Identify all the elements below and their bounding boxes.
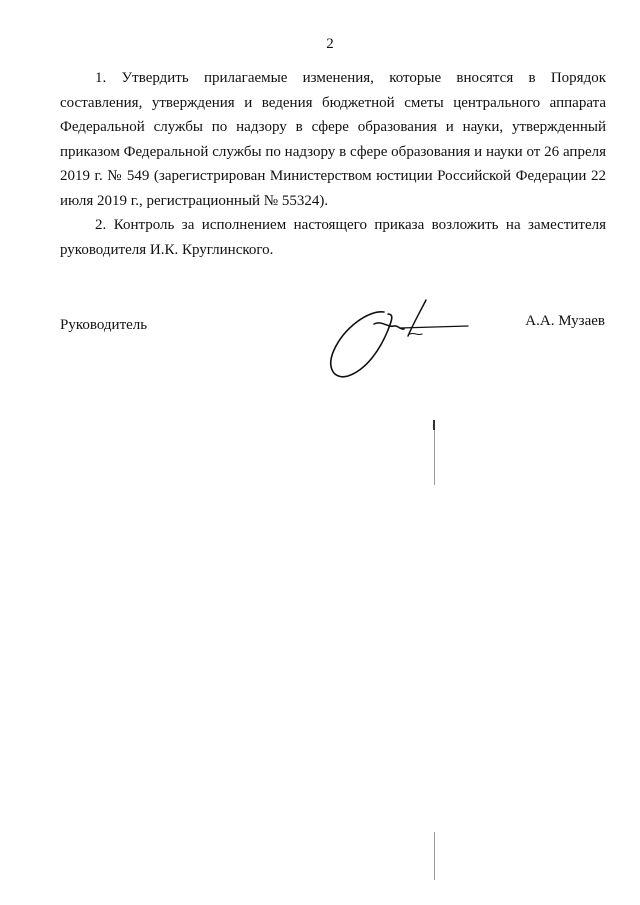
page-number: 2 (326, 36, 334, 52)
paragraph-1: 1. Утвердить прилагаемые изменения, которые вносятся в Порядок составления, утверждения и ведения бюджетной сметы центрального аппарата Федеральной службы по надзору в сфере образования и науки, утвержденный приказом Федеральной службы по надзору в сфере образования и науки от 26 апреля 2019 г. № 549 (зарегистрирован Министерством юстиции Российской Федерации 22 июля 2019 г., регистрационный № 55324). (60, 70, 606, 209)
signatory-name: А.А. Музаев (525, 313, 605, 329)
handwritten-signature (322, 298, 472, 382)
signature-position-title: Руководитель (60, 317, 148, 333)
scan-artifact-line (434, 832, 435, 880)
scan-artifact-line (434, 420, 435, 485)
paragraph-2: 2. Контроль за исполнением настоящего приказа возложить на заместителя руководителя И.К. Круглинского. (60, 217, 606, 258)
